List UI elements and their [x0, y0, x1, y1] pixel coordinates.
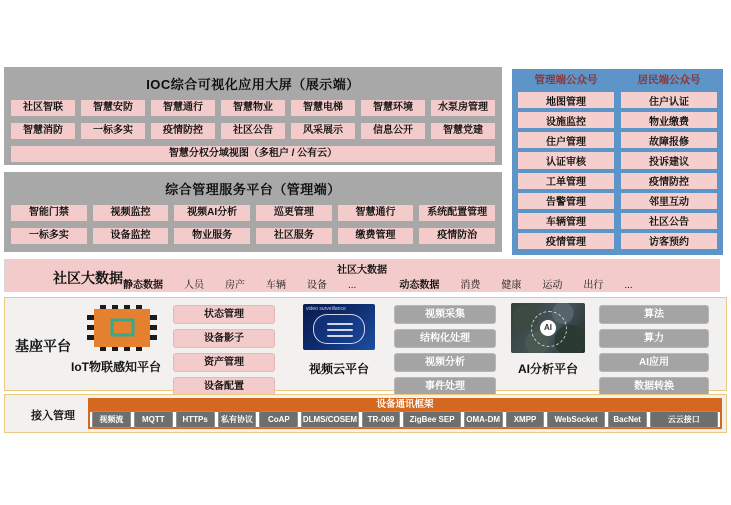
protocol-button[interactable]: XMPP: [506, 411, 545, 428]
ioc-multi-tenant-view[interactable]: 智慧分权分域视图（多租户 / 公有云）: [11, 146, 495, 162]
resident-feature[interactable]: 物业缴费: [621, 112, 717, 128]
ai-capability[interactable]: AI应用: [599, 353, 709, 372]
admin-feature[interactable]: 工单管理: [518, 173, 614, 189]
admin-feature[interactable]: 疫情管理: [518, 233, 614, 249]
admin-feature[interactable]: 设施监控: [518, 112, 614, 128]
mgmt-module[interactable]: 巡更管理: [256, 205, 332, 221]
data-item: 健康: [501, 280, 522, 291]
management-panel-title: 综合管理服务平台（管理端）: [165, 182, 341, 197]
video-capability[interactable]: 结构化处理: [394, 329, 496, 348]
ioc-module[interactable]: 水泵房管理: [431, 100, 495, 116]
resident-feature[interactable]: 住户认证: [621, 92, 717, 108]
data-item: 房产: [225, 280, 245, 291]
admin-feature[interactable]: 告警管理: [518, 193, 614, 209]
iot-capability-column: [173, 305, 275, 396]
ioc-footer-row: [11, 146, 495, 162]
wechat-accounts-panel: [512, 69, 723, 255]
ai-platform-name: AI分析平台: [517, 362, 578, 376]
ioc-row-2: [11, 123, 495, 139]
device-communication-frame: [88, 398, 722, 429]
protocol-button[interactable]: HTTPs: [176, 411, 215, 428]
ioc-module[interactable]: 智慧环境: [361, 100, 425, 116]
data-item: 车辆: [266, 280, 286, 291]
decorative-bar: [327, 329, 353, 331]
protocol-button[interactable]: 私有协议: [218, 411, 257, 428]
ai-badge: AI: [540, 320, 556, 336]
video-cloud-image: [303, 304, 375, 350]
protocol-button[interactable]: MQTT: [134, 411, 173, 428]
data-item: 设备: [307, 280, 327, 291]
iot-capability[interactable]: 设备影子: [173, 329, 275, 348]
resident-account-title: 居民端公众号: [637, 74, 701, 86]
bigdata-label: 社区大数据: [53, 270, 123, 286]
ioc-module[interactable]: 智慧消防: [11, 123, 75, 139]
resident-feature[interactable]: 访客预约: [621, 233, 717, 249]
dynamic-data-label: 动态数据: [399, 280, 440, 291]
data-item-ellipsis: ...: [624, 280, 633, 291]
admin-feature[interactable]: 车辆管理: [518, 213, 614, 229]
ioc-module[interactable]: 智慧通行: [151, 100, 215, 116]
ioc-display-panel: [4, 67, 502, 165]
protocol-button[interactable]: DLMS/COSEM: [301, 411, 358, 428]
ioc-module[interactable]: 社区公告: [221, 123, 285, 139]
ioc-module[interactable]: 一标多实: [81, 123, 145, 139]
data-item-ellipsis: ...: [348, 280, 357, 291]
ioc-module[interactable]: 智慧党建: [431, 123, 495, 139]
ai-capability[interactable]: 算法: [599, 305, 709, 324]
resident-feature[interactable]: 邻里互动: [621, 193, 717, 209]
video-capability[interactable]: 视频分析: [394, 353, 496, 372]
video-capability-column: [394, 305, 496, 396]
ai-capability-column: [599, 305, 709, 396]
ioc-module[interactable]: 信息公开: [361, 123, 425, 139]
resident-feature[interactable]: 社区公告: [621, 213, 717, 229]
mgmt-row-1: [11, 205, 495, 221]
mgmt-module[interactable]: 视频监控: [93, 205, 169, 221]
base-platform-label: 基座平台: [15, 338, 71, 354]
mgmt-module[interactable]: 疫情防治: [419, 228, 495, 244]
ai-capability[interactable]: 算力: [599, 329, 709, 348]
management-platform-panel: [4, 172, 502, 252]
protocol-button[interactable]: 视频流: [92, 411, 131, 428]
video-capability[interactable]: 视频采集: [394, 305, 496, 324]
admin-feature[interactable]: 住户管理: [518, 132, 614, 148]
access-management-band: [4, 394, 727, 433]
protocol-button[interactable]: TR-069: [362, 411, 401, 428]
access-management-label: 接入管理: [31, 410, 75, 422]
bigdata-band: [4, 259, 720, 292]
protocol-button[interactable]: BacNet: [608, 411, 647, 428]
ioc-module[interactable]: 社区智联: [11, 100, 75, 116]
iot-platform-name: IoT物联感知平台: [71, 360, 161, 374]
ioc-row-1: [11, 100, 495, 116]
iot-capability[interactable]: 资产管理: [173, 353, 275, 372]
ioc-module[interactable]: 风采展示: [291, 123, 355, 139]
video-image-caption: video surveillance: [306, 306, 346, 312]
protocol-button[interactable]: OMA-DM: [464, 411, 503, 428]
data-item: 人员: [184, 280, 204, 291]
resident-feature[interactable]: 投诉建议: [621, 152, 717, 168]
decorative-bar: [327, 335, 353, 337]
bigdata-items: [123, 276, 633, 291]
video-capability[interactable]: 事件处理: [394, 377, 496, 396]
data-item: 消费: [460, 280, 481, 291]
ioc-panel-title: IOC综合可视化应用大屏（展示端）: [146, 77, 360, 92]
ioc-module[interactable]: 智慧物业: [221, 100, 285, 116]
ioc-module[interactable]: 智慧安防: [81, 100, 145, 116]
resident-account-column: [621, 73, 717, 249]
static-data-label: 静态数据: [123, 280, 163, 291]
data-item: 出行: [583, 280, 604, 291]
mgmt-module[interactable]: 缴费管理: [338, 228, 414, 244]
iot-capability[interactable]: 设备配置: [173, 377, 275, 396]
video-platform-name: 视频云平台: [308, 362, 369, 376]
mgmt-module[interactable]: 视频AI分析: [174, 205, 250, 221]
ioc-module[interactable]: 智慧电梯: [291, 100, 355, 116]
ai-platform-image: [511, 303, 585, 353]
device-frame-title: 设备通讯框架: [376, 399, 434, 410]
mgmt-module[interactable]: 智能门禁: [11, 205, 87, 221]
resident-feature[interactable]: 故障报修: [621, 132, 717, 148]
mgmt-module[interactable]: 社区服务: [256, 228, 332, 244]
bigdata-band-title: 社区大数据: [337, 265, 387, 276]
mgmt-module[interactable]: 物业服务: [174, 228, 250, 244]
admin-account-title: 管理端公众号: [534, 74, 598, 86]
base-platform-band: [4, 297, 727, 391]
mgmt-module[interactable]: 系统配置管理: [419, 205, 495, 221]
ioc-module[interactable]: 疫情防控: [151, 123, 215, 139]
decorative-bar: [327, 323, 353, 325]
admin-feature[interactable]: 认证审核: [518, 152, 614, 168]
mgmt-module[interactable]: 设备监控: [93, 228, 169, 244]
data-item: 运动: [542, 280, 563, 291]
protocol-strip: [90, 412, 720, 427]
resident-feature[interactable]: 疫情防控: [621, 173, 717, 189]
mgmt-module[interactable]: 一标多实: [11, 228, 87, 244]
protocol-button[interactable]: 云云接口: [650, 411, 718, 428]
protocol-button[interactable]: ZigBee SEP: [403, 411, 460, 428]
iot-chip-icon: [87, 305, 157, 351]
admin-feature[interactable]: 地图管理: [518, 92, 614, 108]
mgmt-module[interactable]: 智慧通行: [338, 205, 414, 221]
protocol-button[interactable]: CoAP: [259, 411, 298, 428]
mgmt-row-2: [11, 228, 495, 244]
protocol-button[interactable]: WebSocket: [547, 411, 604, 428]
admin-account-column: [518, 73, 614, 249]
iot-capability[interactable]: 状态管理: [173, 305, 275, 324]
ai-capability[interactable]: 数据转换: [599, 377, 709, 396]
